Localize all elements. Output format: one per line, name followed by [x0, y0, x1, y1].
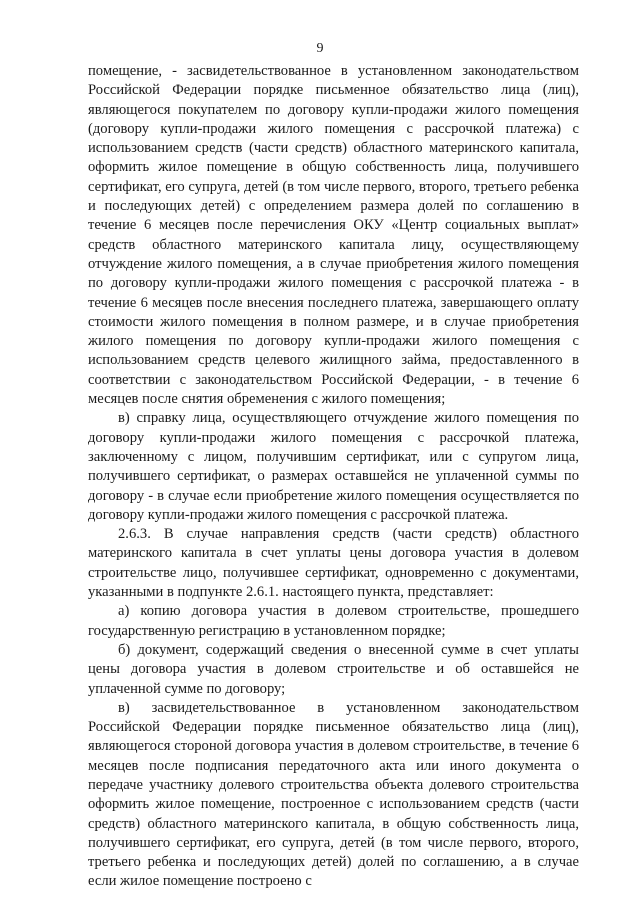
paragraph-item-b: б) документ, содержащий сведения о внесенной сумме в счет уплаты цены договора участия в долевом строительстве и об оставшейся не уплаченной сумме по договору; [88, 641, 579, 697]
paragraph-2-6-3: 2.6.3. В случае направления средств (части средств) областного материнского капитала в счет уплаты цены договора участия в долевом строительстве лицо, получившее сертификат, одновременно с документами, указанными в подпункте 2.6.1. настоящего пункта, представляет: [88, 526, 579, 601]
document-body [88, 62, 579, 892]
page-number: 9 [316, 41, 324, 56]
paragraph-item-v-obligation: в) засвидетельствованное в установленном законодательством Российской Федерации порядке письменное обязательство лица (лиц), являющегося стороной договора участия в долевом строительстве, в течение 6 месяцев после подписания передаточного акта или иного документа о передаче участнику долевого строительства объекта долевого строительства оформить жилое помещение, построенное с использованием средств (части средств) областного материнского капитала, в общую собственность лица, получившего сертификат, его супруга, детей (в том числе первого, второго, третьего ребенка и последующих детей) долей по соглашению, а в случае если жилое помещение построено с [88, 699, 579, 890]
paragraph-item-a: а) копию договора участия в долевом строительстве, прошедшего государственную регистрацию в установленном порядке; [88, 603, 579, 639]
paragraph-item-v-certificate: в) справку лица, осуществляющего отчуждение жилого помещения по договору купли-продажи жилого помещения с рассрочкой платежа, заключенному с лицом, получившим сертификат, или с супругом лица, получившего сертификат, о размерах оставшейся не уплаченной суммы по договору - в случае если приобретение жилого помещения осуществляется по договору купли-продажи жилого помещения с рассрочкой платежа. [88, 410, 579, 523]
paragraph-continuation: помещение, - засвидетельствованное в установленном законодательством Российской Федерации порядке письменное обязательство лица (лиц), являющегося покупателем по договору купли-продажи жилого помещения (договору купли-продажи жилого помещения с рассрочкой платежа) с использованием средств (части средств) областного материнского капитала, оформить жилое помещение в общую собственность лица, получившего сертификат, его супруга, детей (в том числе первого, второго, третьего ребенка и последующих детей) с определением размера долей по соглашению в течение 6 месяцев после перечисления ОКУ «Центр социальных выплат» средств областного материнского капитала лицу, осуществляющему отчуждение жилого помещения, а в случае приобретения жилого помещения по договору купли-продажи жилого помещения с рассрочкой платежа - в течение 6 месяцев после внесения последнего платежа, завершающего оплату стоимости жилого помещения в полном размере, и в случае приобретения жилого помещения по договору купли-продажи жилого помещения с использованием средств целевого жилищного займа, предоставленного в соответствии с законодательством Российской Федерации, - в течение 6 месяцев после снятия обременения с жилого помещения; [88, 63, 579, 408]
